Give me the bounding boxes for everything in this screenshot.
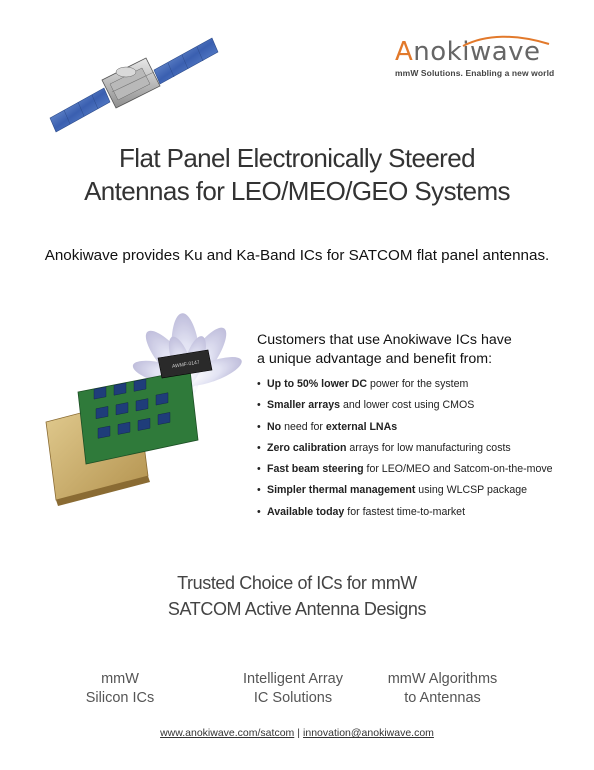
pillar-algorithms: mmW Algorithms to Antennas <box>387 671 498 706</box>
pillar-array-solutions: Intelligent Array IC Solutions <box>243 671 343 706</box>
page-title <box>0 142 594 208</box>
title-line-2: Antennas for LEO/MEO/GEO Systems <box>84 176 510 206</box>
benefits-lead: Customers that use Anokiwave ICs have a unique advantage and benefit from: <box>257 332 512 367</box>
benefit-item: • Up to 50% lower DC power for the system <box>257 377 587 398</box>
satellite-body <box>102 58 160 108</box>
satellite-illustration <box>42 32 222 142</box>
trusted-choice-heading: Trusted Choice of ICs for mmW SATCOM Active Antenna Designs <box>167 573 427 619</box>
antenna-board-illustration <box>38 300 254 510</box>
benefits-list <box>257 377 587 526</box>
footer-separator: | <box>297 727 301 739</box>
benefit-item: • Zero calibration arrays for low manufacturing costs <box>257 441 587 462</box>
pcb-board <box>78 370 198 464</box>
benefit-item: • Available today for fastest time-to-market <box>257 505 587 526</box>
solar-panel-left <box>50 88 110 132</box>
benefit-item: • Smaller arrays and lower cost using CMOS <box>257 398 587 419</box>
solar-panel-right <box>154 38 218 84</box>
benefit-item: • Simpler thermal management using WLCSP package <box>257 483 587 504</box>
benefit-item: • Fast beam steering for LEO/MEO and Satcom-on-the-move <box>257 462 587 483</box>
anokiwave-logo <box>395 38 555 78</box>
benefit-item: • No need for external LNAs <box>257 420 587 441</box>
pillar-silicon-ics: mmW Silicon ICs <box>85 671 155 706</box>
footer-contact <box>0 727 594 739</box>
logo-wave-icon <box>461 34 551 48</box>
title-line-1: Flat Panel Electronically Steered <box>119 143 475 173</box>
logo-wordmark: Anokiwave <box>395 37 541 67</box>
website-link[interactable]: www.anokiwave.com/satcom <box>160 727 295 739</box>
chip-label: AWMF-0147 <box>171 359 201 370</box>
logo-tagline: mmW Solutions. Enabling a new world <box>395 68 555 78</box>
intro-text: Anokiwave provides Ku and Ka-Band ICs for SATCOM flat panel antennas. <box>44 247 550 264</box>
email-link[interactable]: innovation@anokiwave.com <box>303 727 434 739</box>
